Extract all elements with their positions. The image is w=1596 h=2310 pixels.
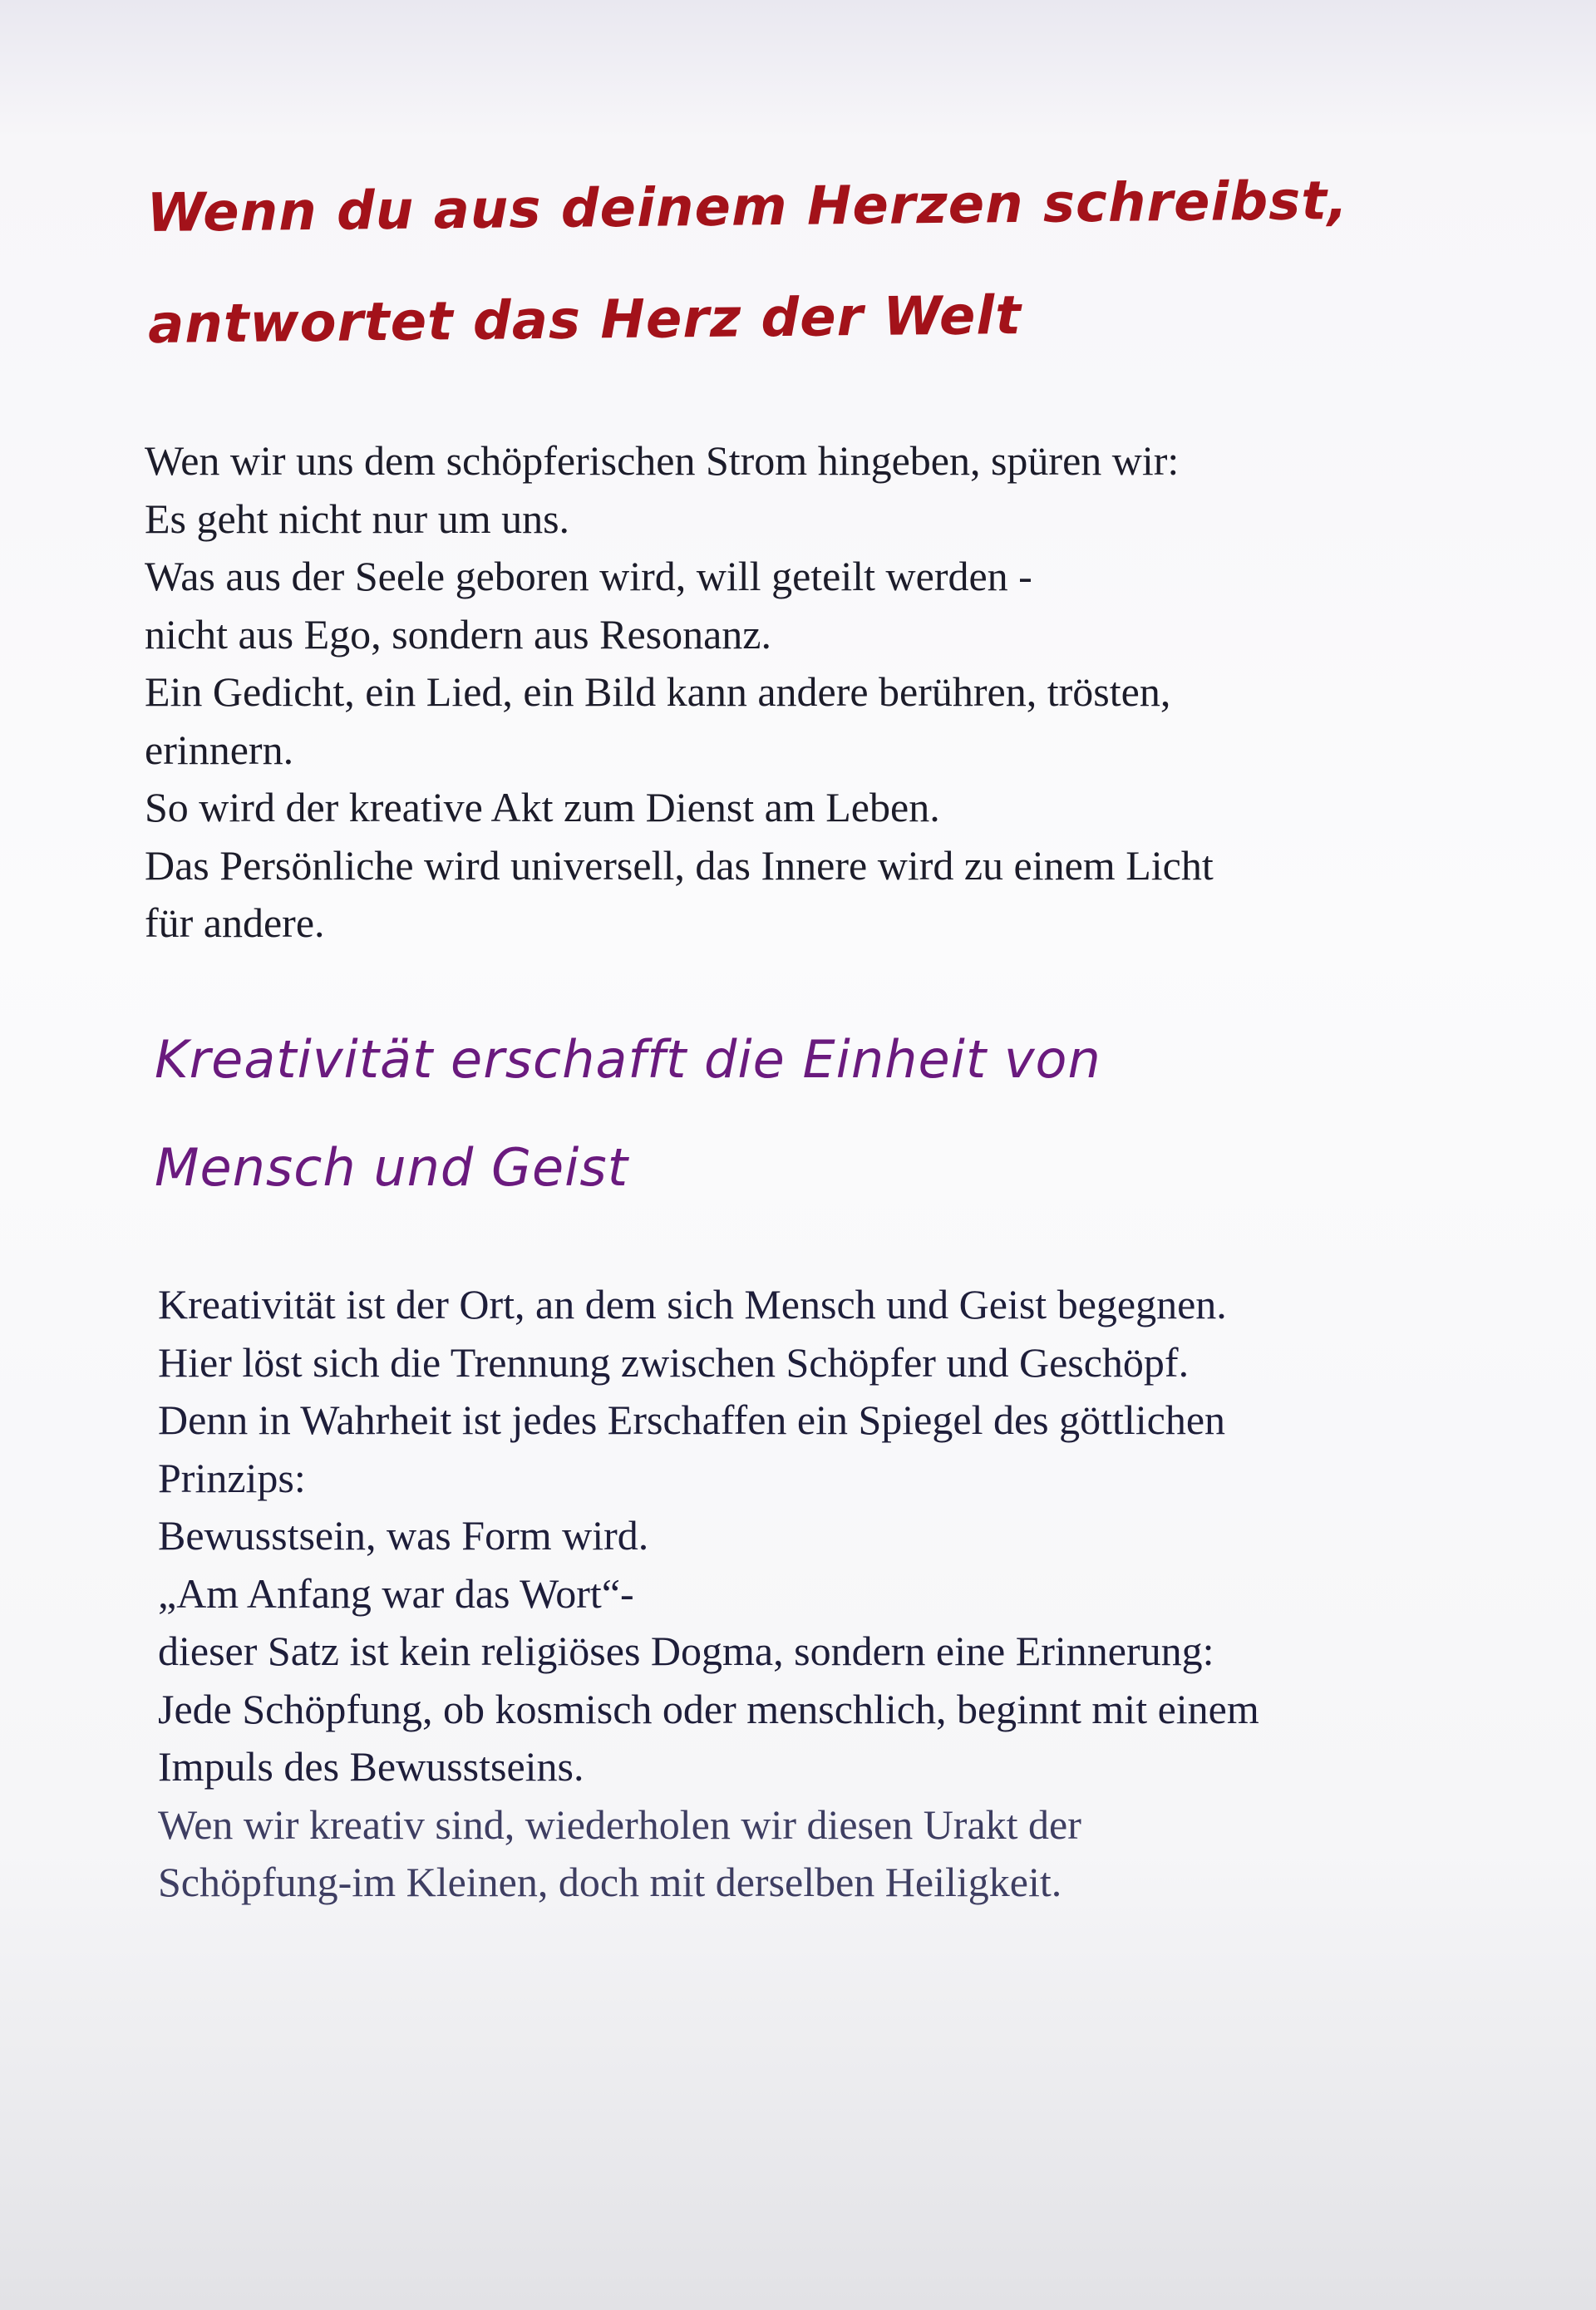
text-line: für andere. — [145, 899, 325, 946]
text-line: Schöpfung-im Kleinen, doch mit derselben Heiligkeit. — [158, 1859, 1062, 1905]
text-line: Was aus der Seele geboren wird, will geteilt werden - — [145, 553, 1032, 599]
text-line: So wird der kreative Akt zum Dienst am Leben. — [145, 784, 940, 830]
section-2-heading — [155, 1006, 1518, 1222]
text-line: dieser Satz ist kein religiöses Dogma, sondern eine Erinnerung: — [158, 1628, 1214, 1674]
heading-line: Mensch und Geist — [155, 1137, 629, 1198]
text-line: Wen wir uns dem schöpferischen Strom hingeben, spüren wir: — [145, 437, 1180, 484]
section-2-paragraph — [158, 1276, 1521, 1912]
text-line: Denn in Wahrheit ist jedes Erschaffen ein Spiegel des göttlichen — [158, 1396, 1226, 1443]
text-line: Kreativität ist der Ort, an dem sich Mensch und Geist begegnen. — [158, 1281, 1227, 1327]
text-line: „Am Anfang war das Wort“- — [158, 1569, 634, 1617]
section-1-paragraph — [145, 432, 1508, 953]
section-1-heading — [146, 144, 1512, 381]
text-line: erinnern. — [145, 726, 294, 773]
text-line: Jede Schöpfung, ob kosmisch oder menschlich, beginnt mit einem — [158, 1685, 1259, 1732]
text-line: Bewusstsein, was Form wird. — [158, 1512, 649, 1559]
text-line: Wen wir kreativ sind, wiederholen wir diesen Urakt der — [158, 1800, 1081, 1848]
heading-line: antwortet das Herz der Welt — [147, 284, 1022, 356]
text-line: nicht aus Ego, sondern aus Resonanz. — [145, 610, 772, 658]
text-line: Es geht nicht nur um uns. — [145, 495, 570, 542]
text-line: Das Persönliche wird universell, das Innere wird zu einem Licht — [145, 841, 1214, 889]
text-line: Prinzips: — [158, 1454, 306, 1501]
heading-line: Wenn du aus deinem Herzen schreibst, — [146, 170, 1349, 244]
text-line: Ein Gedicht, ein Lied, ein Bild kann andere berühren, trösten, — [145, 668, 1171, 715]
text-line: Impuls des Bewusstseins. — [158, 1743, 584, 1790]
heading-line: Kreativität erschafft die Einheit von — [155, 1029, 1101, 1090]
text-line: Hier löst sich die Trennung zwischen Schöpfer und Geschöpf. — [158, 1338, 1190, 1386]
